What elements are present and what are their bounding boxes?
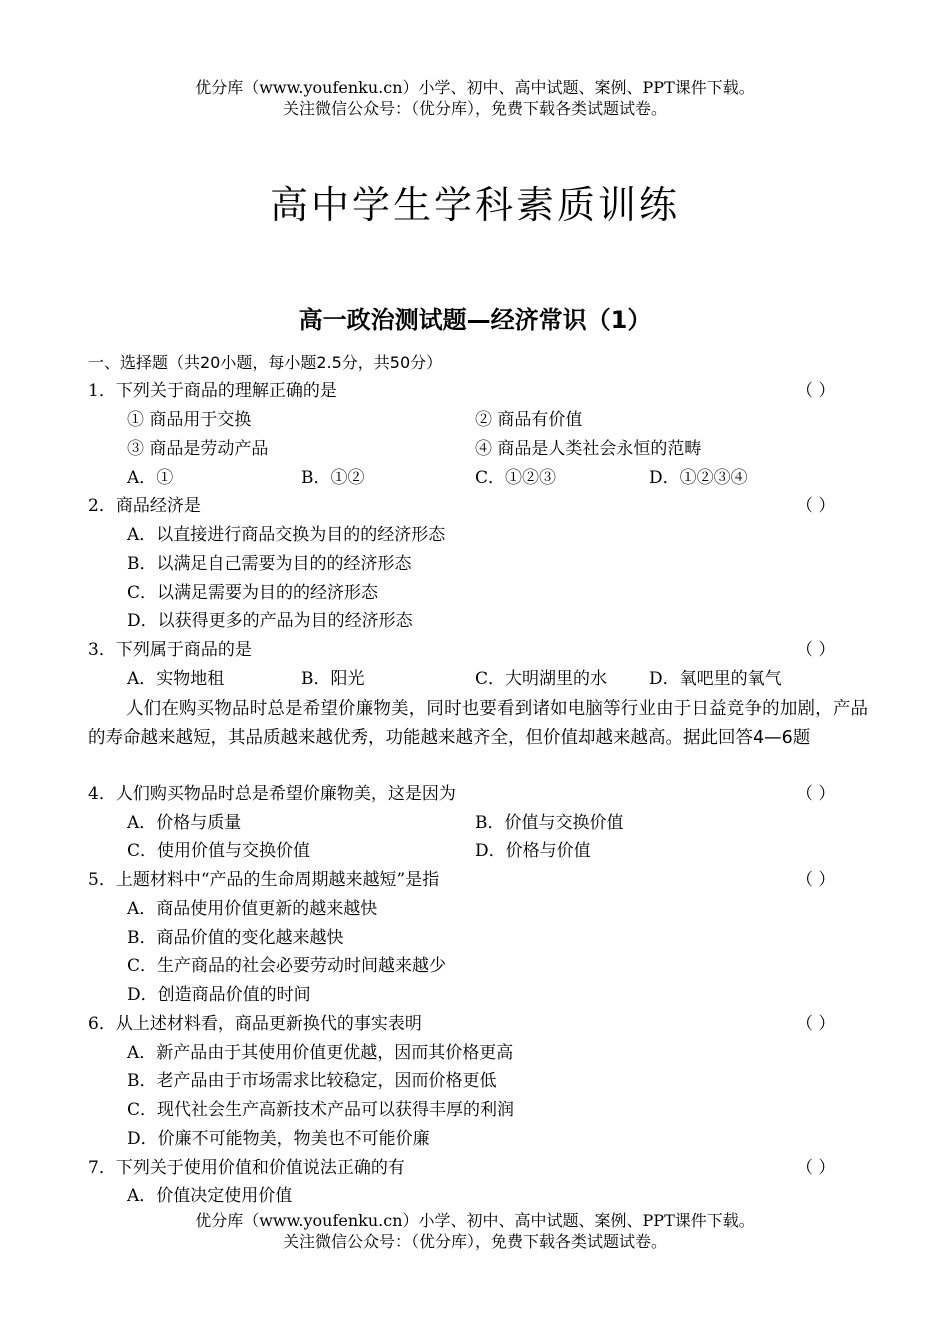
q1-answer-blank: （ ） — [796, 381, 836, 401]
q3-option-c: C．大明湖里的水 — [475, 669, 608, 689]
q3-option-a: A．实物地租 — [127, 669, 225, 689]
q1-statement-1: ① 商品用于交换 — [127, 410, 252, 430]
q1-statement-2: ② 商品有价值 — [475, 410, 583, 430]
q4-option-c: C．使用价值与交换价值 — [127, 841, 311, 861]
q7-stem: 7．下列关于使用价值和价值说法正确的有 — [88, 1158, 405, 1178]
q6-option-a: A．新产品由于其使用价值更优越，因而其价格更高 — [127, 1043, 514, 1063]
q4-answer-blank: （ ） — [796, 784, 836, 804]
q4-option-d: D．价格与价值 — [475, 841, 591, 861]
q5-option-c: C．生产商品的社会必要劳动时间越来越少 — [127, 956, 447, 976]
q7-answer-blank: （ ） — [796, 1158, 836, 1178]
q2-option-d: D．以获得更多的产品为目的经济形态 — [127, 611, 413, 631]
q4-option-b: B．价值与交换价值 — [475, 813, 624, 833]
q1-stem: 1．下列关于商品的理解正确的是 — [88, 381, 337, 401]
q2-option-a: A．以直接进行商品交换为目的的经济形态 — [127, 525, 446, 545]
q1-statement-3: ③ 商品是劳动产品 — [127, 439, 269, 459]
q2-option-c: C．以满足需要为目的的经济形态 — [127, 583, 379, 603]
q3-stem: 3．下列属于商品的是 — [88, 640, 252, 660]
q6-option-d: D．价廉不可能物美，物美也不可能价廉 — [127, 1129, 430, 1149]
q6-answer-blank: （ ） — [796, 1014, 836, 1034]
q5-answer-blank: （ ） — [796, 870, 836, 890]
q4-stem: 4．人们购买物品时总是希望价廉物美，这是因为 — [88, 784, 456, 804]
reading-material: 人们在购买物品时总是希望价廉物美，同时也要看到诸如电脑等行业由于日益竞争的加剧，产品的寿命越来越短，其品质越来越优秀，功能越来越齐全，但价值却越来越高。据此回答4—6题 — [88, 699, 868, 748]
section-heading: 一、选择题（共20小题，每小题2.5分，共50分） — [88, 353, 443, 372]
q1-option-c: C．①②③ — [475, 468, 557, 488]
test-subtitle: 高一政治测试题—经济常识（1） — [298, 306, 652, 334]
q2-stem: 2．商品经济是 — [88, 496, 201, 516]
q1-statement-4: ④ 商品是人类社会永恒的范畴 — [475, 439, 702, 459]
q3-answer-blank: （ ） — [796, 640, 836, 660]
footer-line-1: 优分库（www.youfenku.cn）小学、初中、高中试题、案例、PPT课件下载。 — [195, 1211, 755, 1230]
q5-stem: 5．上题材料中“产品的生命周期越来越短”是指 — [88, 870, 440, 890]
header-line-1: 优分库（www.youfenku.cn）小学、初中、高中试题、案例、PPT课件下载。 — [195, 78, 755, 97]
q1-option-a: A．① — [127, 468, 174, 488]
q3-option-b: B．阳光 — [301, 669, 365, 689]
q1-option-b: B．①② — [301, 468, 365, 488]
footer-line-2: 关注微信公众号：（优分库），免费下载各类试题试卷。 — [282, 1232, 667, 1251]
q2-option-b: B．以满足自己需要为目的的经济形态 — [127, 554, 412, 574]
q5-option-b: B．商品价值的变化越来越快 — [127, 928, 344, 948]
q6-option-b: B．老产品由于市场需求比较稳定，因而价格更低 — [127, 1071, 497, 1091]
q6-stem: 6．从上述材料看，商品更新换代的事实表明 — [88, 1014, 422, 1034]
q6-option-c: C．现代社会生产高新技术产品可以获得丰厚的利润 — [127, 1100, 515, 1120]
q7-option-a: A．价值决定使用价值 — [127, 1186, 293, 1206]
page-title: 高中学生学科素质训练 — [269, 183, 680, 227]
q5-option-d: D．创造商品价值的时间 — [127, 985, 311, 1005]
q3-option-d: D．氧吧里的氧气 — [649, 669, 782, 689]
q2-answer-blank: （ ） — [796, 496, 836, 516]
header-line-2: 关注微信公众号：（优分库），免费下载各类试题试卷。 — [282, 99, 667, 118]
q5-option-a: A．商品使用价值更新的越来越快 — [127, 899, 378, 919]
q1-option-d: D．①②③④ — [649, 468, 748, 488]
q4-option-a: A．价格与质量 — [127, 813, 242, 833]
